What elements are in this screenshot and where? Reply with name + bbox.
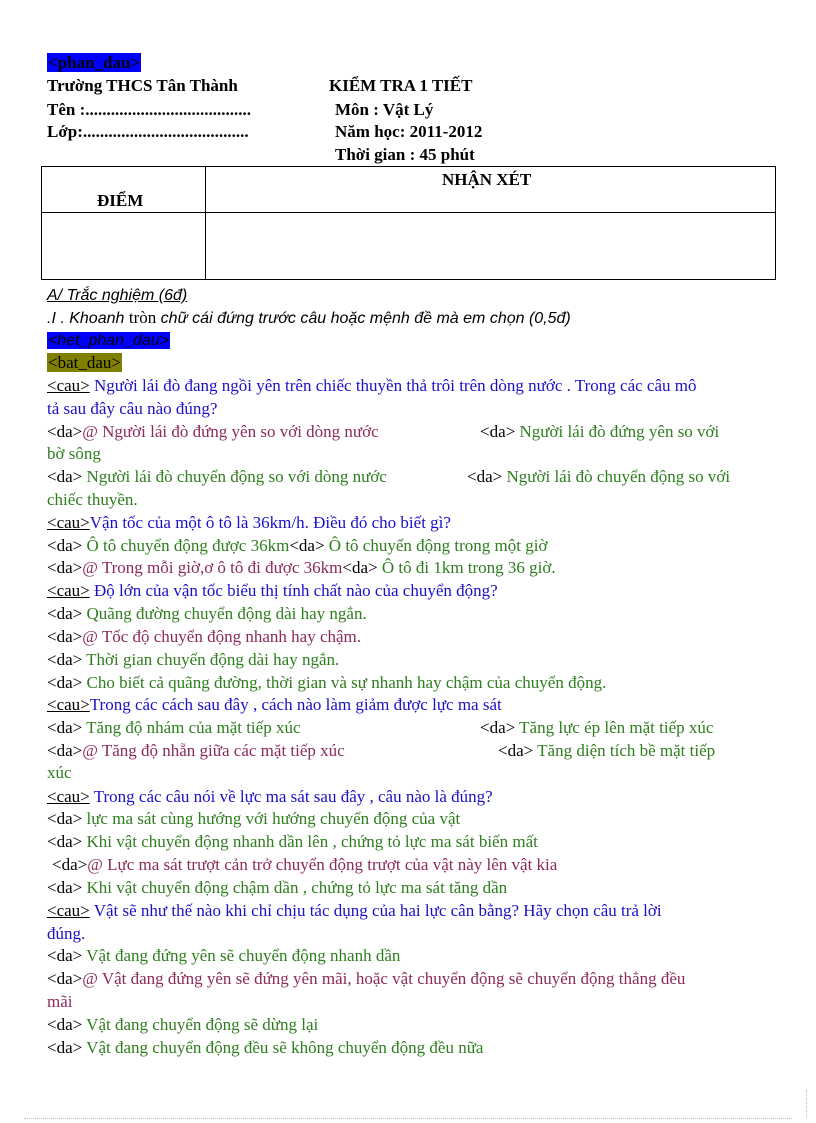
school-year: Năm học: 2011-2012 (335, 122, 483, 141)
question-tag: <cau> (47, 787, 90, 806)
comment-label: NHẬN XÉT (442, 170, 532, 189)
question-6-cont: đúng. (47, 924, 86, 943)
bat-dau-text: <bat_dau> (48, 353, 121, 372)
question-6 (47, 900, 662, 922)
name-field-label: Tên :....................................... (47, 100, 251, 119)
q1-answer-4: <da> Người lái đò chuyển động so với (467, 467, 731, 486)
question-text: Trong các cách sau đây , cách nào làm giảm được lực ma sát (89, 695, 502, 714)
q4-answer-1: <da> Tăng độ nhám của mặt tiếp xúc (47, 718, 301, 737)
q3-answer-3: <da> Thời gian chuyển động dài hay ngắn. (47, 650, 340, 669)
question-text: Người lái đò đang ngồi yên trên chiếc thuyền thả trôi trên dòng nước . Trong các câu mô (89, 376, 697, 395)
question-text: Trong các câu nói về lực ma sát sau đây , câu nào là đúng? (89, 787, 493, 806)
section-instruction (47, 307, 571, 330)
question-text: Vận tốc của một ô tô là 36km/h. Điều đó cho biết gì? (89, 513, 451, 532)
phan-dau-tag-text: <phan_dau> (48, 53, 141, 72)
q1-answer-3: <da> Người lái đò chuyển động so với dòng nước (47, 467, 387, 486)
section-title (47, 285, 187, 307)
score-comment-table (41, 166, 776, 280)
q5-answer-2: <da> Khi vật chuyển động nhanh dần lên , chứng tỏ lực ma sát biến mất (47, 832, 538, 851)
page-margin-guide-bottom (24, 1118, 792, 1119)
section-title-text: A/ Trắc nghiệm (6đ) (47, 287, 188, 304)
phan-dau-tag (47, 52, 141, 74)
question-5 (47, 786, 493, 808)
q4-answer-3: <da>@ Tăng độ nhẵn giữa các mặt tiếp xúc (47, 741, 345, 760)
het-phan-dau-text: <het_phan_dau> (48, 332, 170, 349)
question-4 (47, 694, 502, 716)
q6-answer-3: <da> Vật đang chuyển động sẽ dừng lại (47, 1015, 319, 1034)
instruction-rest: chữ cái đứng trước câu hoặc mệnh đề mà em chọn (0,5đ) (156, 310, 571, 327)
instruction-prefix: .I . Khoanh (47, 310, 129, 327)
school-name: Trường THCS Tân Thành (47, 76, 238, 95)
q1-answer-2-cont: bờ sông (47, 444, 101, 463)
q4-answer-2: <da> Tăng lực ép lên mặt tiếp xúc (480, 718, 714, 737)
het-phan-dau-tag (47, 330, 170, 352)
instruction-tron: tròn (128, 308, 157, 327)
q6-answer-1: <da> Vật đang đứng yên sẽ chuyển động nhanh dần (47, 946, 401, 965)
q3-answer-4: <da> Cho biết cả quãng đường, thời gian và sự nhanh hay chậm của chuyển động. (47, 673, 607, 692)
q5-answer-3: <da>@ Lực ma sát trượt cản trở chuyển động trượt của vật này lên vật kia (52, 855, 558, 874)
question-tag: <cau> (47, 513, 90, 532)
q6-answer-4: <da> Vật đang chuyển động đều sẽ không chuyển động đều nữa (47, 1038, 484, 1057)
question-2 (47, 512, 451, 534)
table-divider-horizontal (42, 212, 775, 213)
q1-answer-4-cont: chiếc thuyền. (47, 490, 138, 509)
question-3 (47, 580, 498, 602)
class-field-label: Lớp:....................................... (47, 122, 249, 141)
q1-answer-1: <da>@ Người lái đò đứng yên so với dòng nước (47, 422, 379, 441)
subject-label: Môn : Vật Lý (335, 100, 434, 119)
table-divider-vertical (205, 167, 206, 279)
question-text: Vật sẽ như thế nào khi chỉ chịu tác dụng của hai lực cân bằng? Hãy chọn câu trả lời (89, 901, 662, 920)
q5-answer-4: <da> Khi vật chuyển động chậm dần , chứng tỏ lực ma sát tăng dần (47, 878, 508, 897)
question-1-cont: tả sau đây câu nào đúng? (47, 399, 218, 418)
question-tag: <cau> (47, 581, 90, 600)
exam-duration: Thời gian : 45 phút (335, 145, 475, 164)
question-tag: <cau> (47, 695, 90, 714)
q2-answers-row-1: <da> Ô tô chuyển động được 36km<da> Ô tô chuyển động trong một giờ (47, 536, 548, 555)
q5-answer-1: <da> lực ma sát cùng hướng với hướng chuyển động của vật (47, 809, 461, 828)
exam-title: KIỂM TRA 1 TIẾT (329, 76, 473, 95)
score-label: ĐIỂM (97, 191, 144, 210)
question-1 (47, 375, 696, 397)
q1-answer-2: <da> Người lái đò đứng yên so với (480, 422, 720, 441)
q2-answers-row-2: <da>@ Trong mỗi giờ,ơ ô tô đi được 36km<da> Ô tô đi 1km trong 36 giờ. (47, 558, 556, 577)
q4-answer-4: <da> Tăng diện tích bề mặt tiếp (498, 741, 716, 760)
q4-answer-4-cont: xúc (47, 763, 72, 782)
q6-answer-2-cont: mãi (47, 992, 73, 1011)
question-tag: <cau> (47, 376, 90, 395)
q3-answer-1: <da> Quãng đường chuyển động dài hay ngắn. (47, 604, 367, 623)
bat-dau-tag (47, 352, 122, 374)
q3-answer-2: <da>@ Tốc độ chuyển động nhanh hay chậm. (47, 627, 362, 646)
question-tag: <cau> (47, 901, 90, 920)
question-text: Độ lớn của vận tốc biểu thị tính chất nào của chuyển động? (89, 581, 498, 600)
q6-answer-2: <da>@ Vật đang đứng yên sẽ đứng yên mãi, hoặc vật chuyển động sẽ chuyển động thẳng đều (47, 969, 686, 988)
page-margin-guide-right (806, 1090, 807, 1118)
